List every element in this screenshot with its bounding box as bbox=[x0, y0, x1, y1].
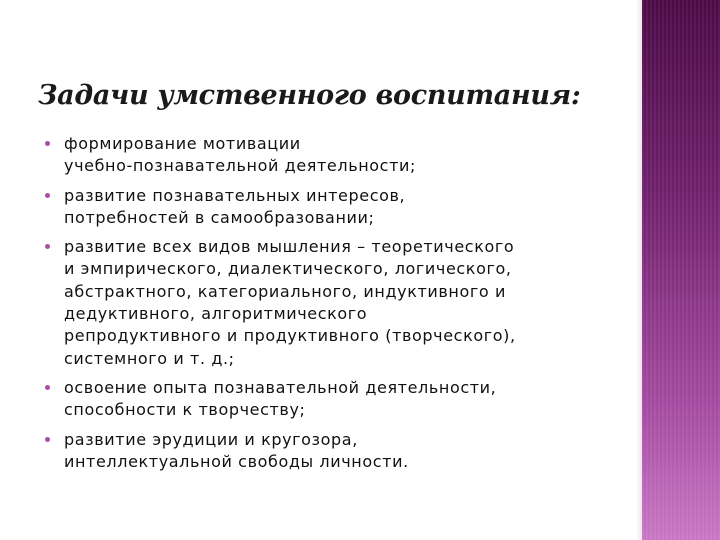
list-item bbox=[44, 429, 624, 474]
list-item bbox=[44, 185, 624, 230]
slide-title: Задачи умственного воспитания: bbox=[38, 80, 581, 111]
bullet-icon bbox=[45, 385, 50, 390]
bullet-list bbox=[44, 133, 624, 480]
list-item-text: формирование мотивации учебно-познавательной деятельности; bbox=[64, 134, 416, 176]
bullet-icon bbox=[45, 437, 50, 442]
list-item bbox=[44, 377, 624, 422]
list-item-text: развитие познавательных интересов, потребностей в самообразовании; bbox=[64, 185, 406, 227]
list-item-text: освоение опыта познавательной деятельности, способности к творчеству; bbox=[64, 377, 497, 420]
list-item bbox=[44, 133, 624, 178]
bullet-icon bbox=[45, 193, 50, 198]
list-item-text: развитие всех видов мышления – теоретического и эмпирического, диалектического, логического, абстрактного, категориального, индуктивного и дедуктивного, алгоритмического репродуктивного и продуктивного (творческого), системного и т. д.; bbox=[64, 237, 516, 368]
bullet-icon bbox=[45, 141, 50, 146]
decorative-sidebar bbox=[642, 0, 720, 540]
bullet-icon bbox=[45, 244, 50, 249]
list-item-text: развитие эрудиции и кругозора, интеллектуальной свободы личности. bbox=[64, 429, 409, 471]
list-item bbox=[44, 236, 624, 370]
